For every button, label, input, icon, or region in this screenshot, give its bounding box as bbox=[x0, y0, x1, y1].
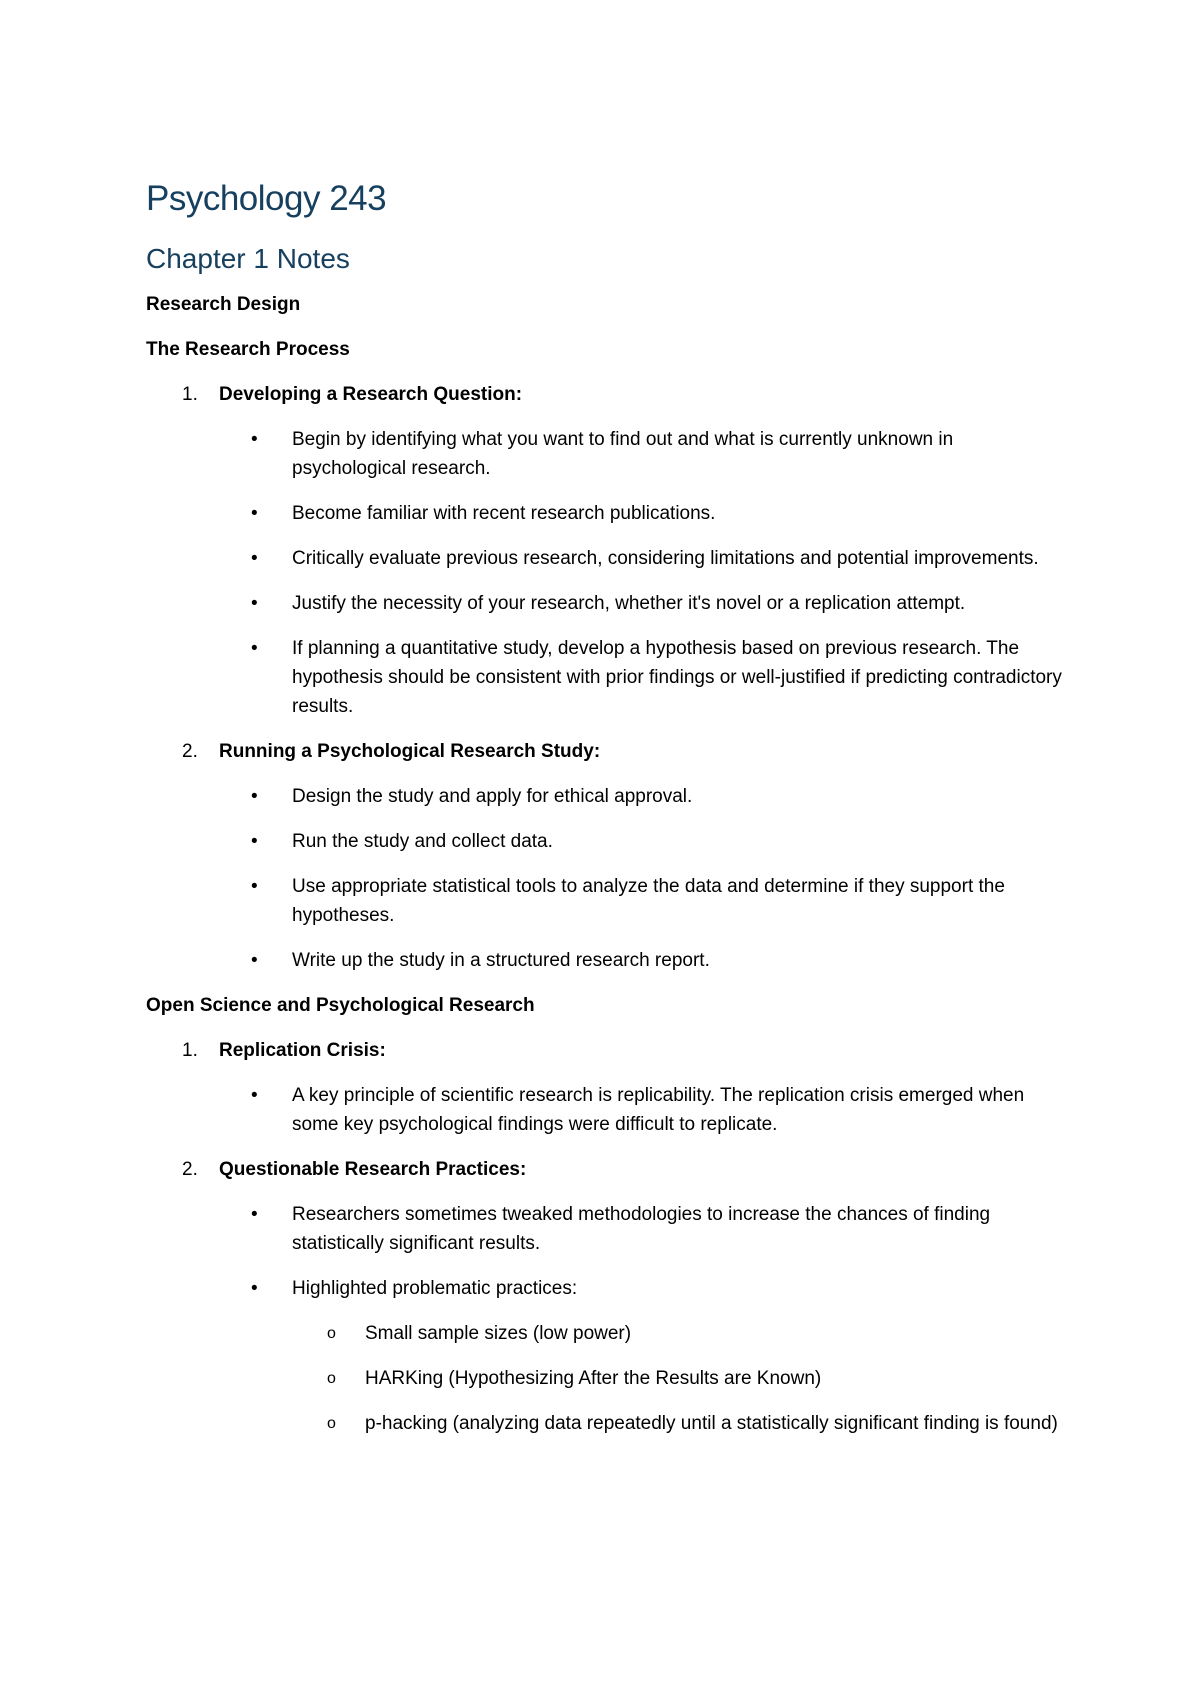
numbered-item bbox=[146, 380, 1066, 721]
sub-bullet-list bbox=[292, 1319, 1066, 1438]
bullet-item bbox=[219, 946, 1066, 975]
numbered-item bbox=[146, 1036, 1066, 1139]
item-title: Replication Crisis: bbox=[219, 1039, 386, 1061]
bullet-icon: • bbox=[251, 592, 258, 614]
numbered-item bbox=[146, 737, 1066, 975]
bullet-item bbox=[219, 425, 1066, 483]
bullet-text: If planning a quantitative study, develop a hypothesis based on previous research. The hypothesis should be consistent with prior findings or well-justified if predicting contradictory results. bbox=[292, 637, 1062, 717]
bullet-icon: • bbox=[251, 502, 258, 524]
bullet-icon: • bbox=[251, 949, 258, 971]
bullet-item bbox=[219, 1081, 1066, 1139]
bullet-text: Begin by identifying what you want to find out and what is currently unknown in psychological research. bbox=[292, 428, 954, 479]
item-number: 2. bbox=[182, 1158, 198, 1180]
bullet-item bbox=[219, 872, 1066, 930]
research-process-list bbox=[146, 380, 1066, 975]
bullet-item bbox=[219, 634, 1066, 721]
bullet-list bbox=[219, 782, 1066, 975]
item-number: 1. bbox=[182, 1039, 198, 1061]
bullet-item bbox=[219, 544, 1066, 573]
bullet-text: Run the study and collect data. bbox=[292, 830, 553, 852]
document-title: Psychology 243 bbox=[146, 179, 387, 218]
bullet-icon: • bbox=[251, 785, 258, 807]
bullet-icon: • bbox=[251, 428, 258, 450]
chapter-subtitle: Chapter 1 Notes bbox=[146, 243, 350, 274]
sub-bullet-item bbox=[292, 1364, 1066, 1393]
bullet-text: Justify the necessity of your research, whether it's novel or a replication attempt. bbox=[292, 592, 966, 614]
bullet-icon: • bbox=[251, 1277, 258, 1299]
document-page bbox=[146, 178, 1066, 1438]
bullet-item bbox=[219, 782, 1066, 811]
bullet-list bbox=[219, 1081, 1066, 1139]
bullet-list bbox=[219, 1200, 1066, 1438]
section-heading-research-process: The Research Process bbox=[146, 338, 350, 360]
bullet-text: Researchers sometimes tweaked methodologies to increase the chances of finding statistically significant results. bbox=[292, 1203, 991, 1254]
bullet-list bbox=[219, 425, 1066, 721]
item-number: 1. bbox=[182, 383, 198, 405]
bullet-icon: • bbox=[251, 1084, 258, 1106]
bullet-item bbox=[219, 1200, 1066, 1258]
bullet-item bbox=[219, 827, 1066, 856]
section-heading-research-design: Research Design bbox=[146, 293, 301, 315]
sub-bullet-item bbox=[292, 1319, 1066, 1348]
bullet-icon: • bbox=[251, 637, 258, 659]
bullet-text: Highlighted problematic practices: bbox=[292, 1277, 578, 1299]
bullet-item bbox=[219, 589, 1066, 618]
open-science-list bbox=[146, 1036, 1066, 1438]
sub-bullet-icon: o bbox=[327, 1369, 336, 1387]
sub-bullet-text: Small sample sizes (low power) bbox=[365, 1322, 632, 1344]
bullet-text: A key principle of scientific research is replicability. The replication crisis emerged when some key psychological findings were difficult to replicate. bbox=[292, 1084, 1025, 1135]
sub-bullet-icon: o bbox=[327, 1414, 336, 1432]
numbered-item bbox=[146, 1155, 1066, 1438]
bullet-item bbox=[219, 499, 1066, 528]
sub-bullet-item bbox=[292, 1409, 1066, 1438]
bullet-text: Critically evaluate previous research, considering limitations and potential improvements. bbox=[292, 547, 1039, 569]
item-number: 2. bbox=[182, 740, 198, 762]
bullet-text: Use appropriate statistical tools to analyze the data and determine if they support the hypotheses. bbox=[292, 875, 1005, 926]
bullet-icon: • bbox=[251, 875, 258, 897]
bullet-item bbox=[219, 1274, 1066, 1438]
bullet-text: Write up the study in a structured research report. bbox=[292, 949, 710, 971]
bullet-text: Become familiar with recent research publications. bbox=[292, 502, 716, 524]
bullet-icon: • bbox=[251, 830, 258, 852]
bullet-icon: • bbox=[251, 1203, 258, 1225]
item-title: Running a Psychological Research Study: bbox=[219, 740, 601, 762]
item-title: Questionable Research Practices: bbox=[219, 1158, 527, 1180]
bullet-icon: • bbox=[251, 547, 258, 569]
sub-bullet-icon: o bbox=[327, 1324, 336, 1342]
sub-bullet-text: HARKing (Hypothesizing After the Results are Known) bbox=[365, 1367, 822, 1389]
sub-bullet-text: p-hacking (analyzing data repeatedly until a statistically significant finding is found) bbox=[365, 1412, 1058, 1434]
bullet-text: Design the study and apply for ethical approval. bbox=[292, 785, 693, 807]
section-heading-open-science: Open Science and Psychological Research bbox=[146, 994, 535, 1016]
item-title: Developing a Research Question: bbox=[219, 383, 523, 405]
